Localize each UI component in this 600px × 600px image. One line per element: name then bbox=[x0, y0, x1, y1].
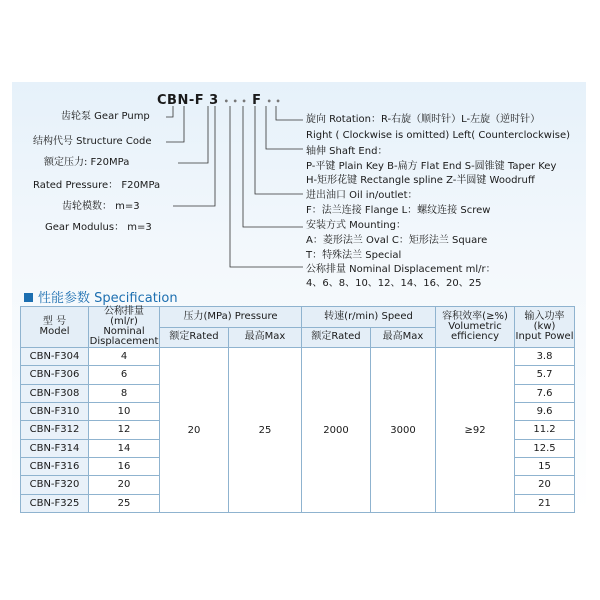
cell-model: CBN-F325 bbox=[21, 494, 89, 512]
header-speed: 转速(r/min) Speed bbox=[302, 307, 436, 328]
cell-displacement: 8 bbox=[89, 384, 160, 402]
rotation-line-1: 旋向 Rotation：R-右旋（顺时针）L-左旋（逆时针） bbox=[306, 114, 541, 125]
cell-model: CBN-F312 bbox=[21, 421, 89, 439]
displacement-values: 4、6、8、10、12、14、16、20、25 bbox=[306, 278, 482, 289]
label-gear-modulus-en: Gear Modulus： m=3 bbox=[45, 222, 152, 233]
cell-speed-max: 3000 bbox=[371, 348, 436, 513]
mounting-line-1: A：菱形法兰 Oval C：矩形法兰 Square bbox=[306, 235, 488, 246]
shaft-end-line-1: P-平键 Plain Key B-扁方 Flat End S-圆锥键 Taper Key bbox=[306, 161, 557, 172]
cell-power: 9.6 bbox=[515, 402, 575, 420]
cell-displacement: 25 bbox=[89, 494, 160, 512]
cell-model: CBN-F304 bbox=[21, 348, 89, 366]
cell-model: CBN-F308 bbox=[21, 384, 89, 402]
leader-oil bbox=[255, 106, 303, 194]
cell-displacement: 14 bbox=[89, 439, 160, 457]
leader-structure-code bbox=[166, 106, 184, 142]
rotation-line-2: Right ( Clockwise is omitted) Left( Counterclockwise) bbox=[306, 130, 571, 141]
header-speed-max: 最高Max bbox=[371, 327, 436, 348]
header-pressure-rated: 额定Rated bbox=[160, 327, 229, 348]
cell-power: 7.6 bbox=[515, 384, 575, 402]
cell-model: CBN-F320 bbox=[21, 476, 89, 494]
cell-efficiency: ≥92 bbox=[436, 348, 515, 513]
cell-speed-rated: 2000 bbox=[302, 348, 371, 513]
oil-title: 进出油口 Oil in/outlet： bbox=[306, 190, 418, 201]
heading-square-icon bbox=[24, 293, 33, 302]
header-displacement: 公称排量 (ml/r) Nominal Displacement bbox=[89, 306, 159, 347]
label-structure-code: 结构代号 Structure Code bbox=[33, 136, 152, 147]
code-separator: • • • bbox=[223, 97, 248, 106]
label-gear-modulus-cn: 齿轮模数： m=3 bbox=[62, 201, 140, 212]
header-model: 型 号 Model bbox=[21, 307, 89, 348]
label-gear-pump: 齿轮泵 Gear Pump bbox=[61, 111, 150, 122]
oil-line: F：法兰连接 Flange L：螺纹连接 Screw bbox=[306, 205, 491, 216]
code-f: F bbox=[252, 93, 262, 108]
cell-displacement: 20 bbox=[89, 476, 160, 494]
cell-model: CBN-F316 bbox=[21, 457, 89, 475]
cell-power: 12.5 bbox=[515, 439, 575, 457]
cell-displacement: 6 bbox=[89, 366, 160, 384]
leader-displacement bbox=[230, 106, 303, 267]
cell-power: 3.8 bbox=[515, 348, 575, 366]
leader-pressure bbox=[178, 106, 208, 163]
header-power: 输入功率(kw) Input Powel bbox=[515, 307, 575, 348]
code-prefix: CBN-F 3 bbox=[157, 93, 219, 108]
cell-displacement: 12 bbox=[89, 421, 160, 439]
header-efficiency: 容积效率(≥%) Volumetric efficiency bbox=[436, 307, 515, 348]
cell-model: CBN-F314 bbox=[21, 439, 89, 457]
shaft-end-title: 轴伸 Shaft End： bbox=[306, 146, 388, 157]
cell-power: 15 bbox=[515, 457, 575, 475]
mounting-title: 安装方式 Mounting： bbox=[306, 220, 406, 231]
code-separator-2: • • bbox=[266, 97, 282, 106]
cell-power: 20 bbox=[515, 476, 575, 494]
displacement-title: 公称排量 Nominal Displacement ml/r： bbox=[306, 264, 496, 275]
label-rated-pressure-en: Rated Pressure： F20MPa bbox=[33, 180, 161, 191]
shaft-end-line-2: H-矩形花键 Rectangle spline Z-半圆键 Woodruff bbox=[306, 175, 535, 186]
cell-displacement: 4 bbox=[89, 348, 160, 366]
leader-mounting bbox=[243, 106, 303, 227]
header-pressure-max: 最高Max bbox=[229, 327, 302, 348]
leader-rotation bbox=[276, 106, 303, 120]
cell-displacement: 16 bbox=[89, 457, 160, 475]
cell-power: 11.2 bbox=[515, 421, 575, 439]
cell-model: CBN-F310 bbox=[21, 402, 89, 420]
leader-modulus bbox=[173, 106, 215, 206]
label-rated-pressure-cn: 额定压力: F20MPa bbox=[44, 157, 130, 168]
header-pressure: 压力(MPa) Pressure bbox=[160, 307, 302, 328]
leader-shaft bbox=[266, 106, 303, 149]
cell-pressure-rated: 20 bbox=[160, 348, 229, 513]
mounting-line-2: T：特殊法兰 Special bbox=[306, 250, 402, 261]
cell-pressure-max: 25 bbox=[229, 348, 302, 513]
table-row bbox=[21, 348, 575, 366]
spec-heading bbox=[24, 287, 178, 306]
cell-displacement: 10 bbox=[89, 402, 160, 420]
cell-power: 5.7 bbox=[515, 366, 575, 384]
header-speed-rated: 额定Rated bbox=[302, 327, 371, 348]
spec-heading-text: 性能参数 Specification bbox=[38, 291, 178, 306]
spec-table bbox=[20, 306, 575, 513]
model-code bbox=[157, 93, 281, 108]
cell-model: CBN-F306 bbox=[21, 366, 89, 384]
cell-power: 21 bbox=[515, 494, 575, 512]
